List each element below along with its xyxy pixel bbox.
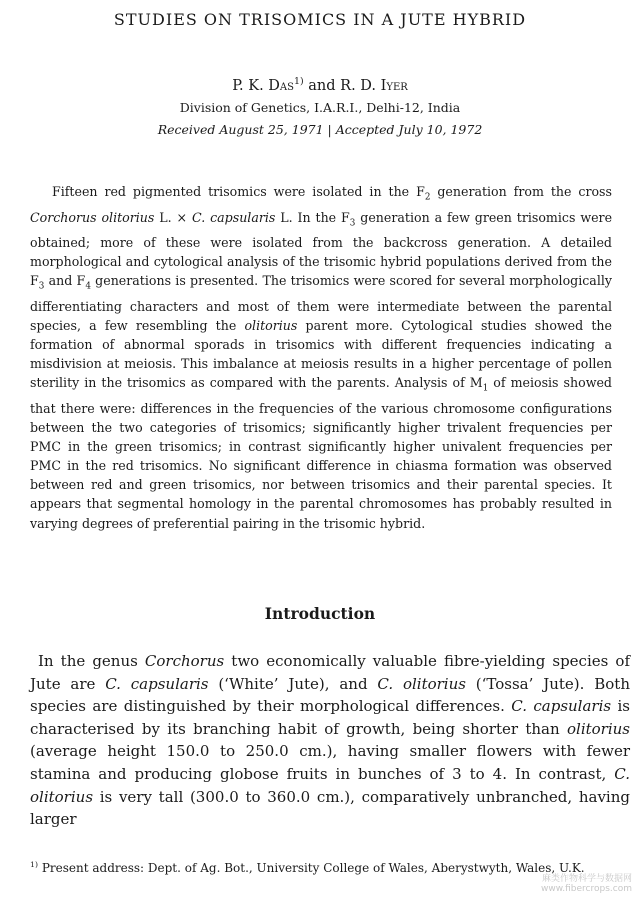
introduction-body [30, 650, 630, 831]
subscript: 3 [38, 281, 45, 292]
author-2: R. D. Iyer [340, 77, 408, 94]
author-joiner: and [303, 77, 341, 94]
footnote [30, 856, 610, 877]
footnote-text [30, 856, 610, 877]
footnote-marker: 1) [30, 860, 39, 869]
abstract-text: parent more. Cytological studies showed the formation of abnormal sporads in trisomics with different frequencies indicating a misdivision at meiosis. This imbalance at meiosis results in a higher percentage of pollen sterility in the trisomics as compared with the parents. Analysis of M [30, 318, 612, 391]
subscript: 1 [482, 383, 489, 394]
body-text: (average height 150.0 to 250.0 cm.), having smaller flowers with fewer stamina and producing globose fruits in bunches of 3 to 4. In contrast, [30, 742, 630, 783]
subscript: 4 [85, 281, 91, 292]
footnote-ref: 1) [294, 76, 304, 87]
abstract-text: and F [44, 273, 86, 289]
species-name: olitorius [566, 719, 630, 738]
body-text: is characterised by its branching habit of growth, being shorter than [30, 697, 630, 738]
abstract-text: generations is presented. The trisomics were scored for several morphologically differentiating characters and most of them were intermediate between the parental species, a few resembling the [30, 273, 612, 334]
species-name: C. olitorius [377, 674, 466, 693]
species-name: C. olitorius [30, 764, 630, 806]
body-text: (‘Tossa’ Jute). Both species are distinguished by their morphological differences. [30, 674, 630, 716]
body-text: (‘White’ Jute), and [208, 674, 378, 693]
paper-title: STUDIES ON TRISOMICS IN A JUTE HYBRID [113, 10, 527, 29]
species-name: C. capsularis [192, 209, 276, 225]
author-line [0, 76, 640, 94]
species-name: C. capsularis [511, 697, 612, 716]
subscript: 2 [424, 192, 431, 203]
abstract-paragraph [30, 182, 612, 533]
watermark [541, 874, 632, 894]
species-name: Corchorus olitorius [30, 209, 155, 225]
watermark-line-2: www.fibercrops.com [541, 884, 632, 894]
subscript: 3 [349, 218, 356, 229]
abstract-text: Fifteen red pigmented trisomics were isolated in the F [52, 184, 425, 199]
watermark-line-1: 麻类作物科学与数据网 [541, 874, 632, 884]
received-dates: Received August 25, 1971 | Accepted July 10, 1972 [157, 122, 483, 137]
abstract-text: L. In the F [275, 209, 350, 225]
abstract [30, 182, 612, 533]
abstract-text: generation a few green trisomics were obtained; more of these were isolated from the backcross generation. A detailed morphological and cytological analysis of the trisomic hybrid populations derived from the F [30, 209, 613, 289]
affiliation: Division of Genetics, I.A.R.I., Delhi-12, India [179, 100, 461, 115]
species-name: olitorius [244, 318, 298, 334]
abstract-text: L. × [154, 209, 193, 225]
abstract-text: generation from the cross [430, 184, 612, 199]
species-name: C. capsularis [105, 674, 209, 693]
footnote-body: Present address: Dept. of Ag. Bot., University College of Wales, Aberystwyth, Wales, U.K. [38, 861, 585, 875]
author-1: P. K. Das [232, 77, 295, 94]
genus-name: Corchorus [144, 652, 225, 670]
abstract-text: of meiosis showed that there were: differences in the frequencies of the various chromosome configurations between the two categories of trisomics; significantly higher trivalent frequencies per PMC in the green trisomics; in contrast significantly higher univalent frequencies per PMC in the red trisomics. No significant difference in chiasma formation was observed between red and green trisomics, nor between trisomics and their parental species. It appears that segmental homology in the parental chromosomes has probably resulted in varying degrees of preferential pairing in the trisomic hybrid. [30, 375, 612, 531]
introduction-paragraph [30, 650, 630, 831]
body-text: two economically valuable fibre-yielding species of Jute are [30, 652, 630, 693]
section-heading-introduction: Introduction [264, 604, 376, 623]
body-text: In the genus [38, 652, 145, 670]
body-text: is very tall (300.0 to 360.0 cm.), comparatively unbranched, having larger [30, 787, 630, 829]
